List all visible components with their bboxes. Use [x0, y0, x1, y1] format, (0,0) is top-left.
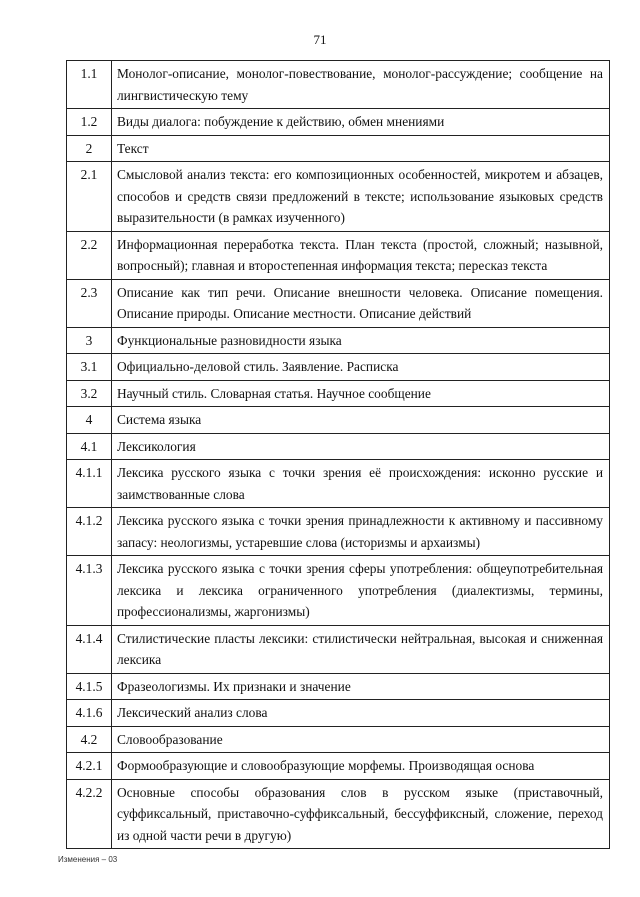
table-row — [67, 460, 610, 508]
row-text: Формообразующие и словообразующие морфемы. Производящая основа — [112, 753, 610, 780]
table-row — [67, 231, 610, 279]
page-number: 71 — [313, 32, 327, 47]
table-row — [67, 279, 610, 327]
row-text: Информационная переработка текста. План текста (простой, сложный; назывной, вопросный); главная и второстепенная информация текста; пересказ текста — [112, 231, 610, 279]
row-text: Описание как тип речи. Описание внешности человека. Описание помещения. Описание природы. Описание местности. Описание действий — [112, 279, 610, 327]
row-text: Система языка — [112, 407, 610, 434]
table-row — [67, 407, 610, 434]
table-row — [67, 726, 610, 753]
row-number: 4.1.6 — [67, 700, 112, 727]
row-text: Фразеологизмы. Их признаки и значение — [112, 673, 610, 700]
table-row — [67, 135, 610, 162]
row-number: 2.1 — [67, 162, 112, 232]
row-text: Функциональные разновидности языка — [112, 327, 610, 354]
footer-note: Изменения – 03 — [58, 855, 118, 864]
table-row — [67, 327, 610, 354]
table-row — [67, 433, 610, 460]
row-text: Монолог-описание, монолог-повествование, монолог-рассуждение; сообщение на лингвистическую тему — [112, 61, 610, 109]
table-row — [67, 753, 610, 780]
row-number: 4.1.1 — [67, 460, 112, 508]
row-text: Текст — [112, 135, 610, 162]
row-text: Лексика русского языка с точки зрения сферы употребления: общеупотребительная лексика и лексика ограниченного употребления (диалектизмы, термины, профессионализмы, жаргонизмы) — [112, 556, 610, 626]
row-number: 4.2.2 — [67, 779, 112, 849]
row-number: 4.1.4 — [67, 625, 112, 673]
table-row — [67, 162, 610, 232]
row-number: 4.1.2 — [67, 508, 112, 556]
row-text: Лексический анализ слова — [112, 700, 610, 727]
table-row — [67, 380, 610, 407]
row-number: 2.3 — [67, 279, 112, 327]
row-text: Словообразование — [112, 726, 610, 753]
row-text: Смысловой анализ текста: его композиционных особенностей, микротем и абзацев, способов и средств связи предложений в тексте; использование языковых средств выразительности (в рамках изученного) — [112, 162, 610, 232]
table-row — [67, 354, 610, 381]
row-text: Стилистические пласты лексики: стилистически нейтральная, высокая и сниженная лексика — [112, 625, 610, 673]
table-row — [67, 61, 610, 109]
row-number: 1.1 — [67, 61, 112, 109]
row-text: Лексика русского языка с точки зрения её происхождения: исконно русские и заимствованные слова — [112, 460, 610, 508]
row-text: Лексикология — [112, 433, 610, 460]
table-row — [67, 673, 610, 700]
row-number: 3.2 — [67, 380, 112, 407]
table-row — [67, 779, 610, 849]
row-text: Официально-деловой стиль. Заявление. Расписка — [112, 354, 610, 381]
row-text: Лексика русского языка с точки зрения принадлежности к активному и пассивному запасу: неологизмы, устаревшие слова (историзмы и архаизмы) — [112, 508, 610, 556]
row-number: 3.1 — [67, 354, 112, 381]
row-number: 4.2.1 — [67, 753, 112, 780]
table-row — [67, 109, 610, 136]
table-row — [67, 508, 610, 556]
table-row — [67, 700, 610, 727]
row-number: 1.2 — [67, 109, 112, 136]
row-text: Основные способы образования слов в русском языке (приставочный, суффиксальный, приставочно-суффиксальный, бессуффиксный, сложение, переход из одной части речи в другую) — [112, 779, 610, 849]
row-text: Виды диалога: побуждение к действию, обмен мнениями — [112, 109, 610, 136]
table-row — [67, 625, 610, 673]
table-row — [67, 556, 610, 626]
row-number: 2 — [67, 135, 112, 162]
content-table — [66, 60, 610, 849]
row-text: Научный стиль. Словарная статья. Научное сообщение — [112, 380, 610, 407]
row-number: 4 — [67, 407, 112, 434]
row-number: 4.1.5 — [67, 673, 112, 700]
row-number: 4.1.3 — [67, 556, 112, 626]
row-number: 3 — [67, 327, 112, 354]
row-number: 4.2 — [67, 726, 112, 753]
row-number: 2.2 — [67, 231, 112, 279]
row-number: 4.1 — [67, 433, 112, 460]
